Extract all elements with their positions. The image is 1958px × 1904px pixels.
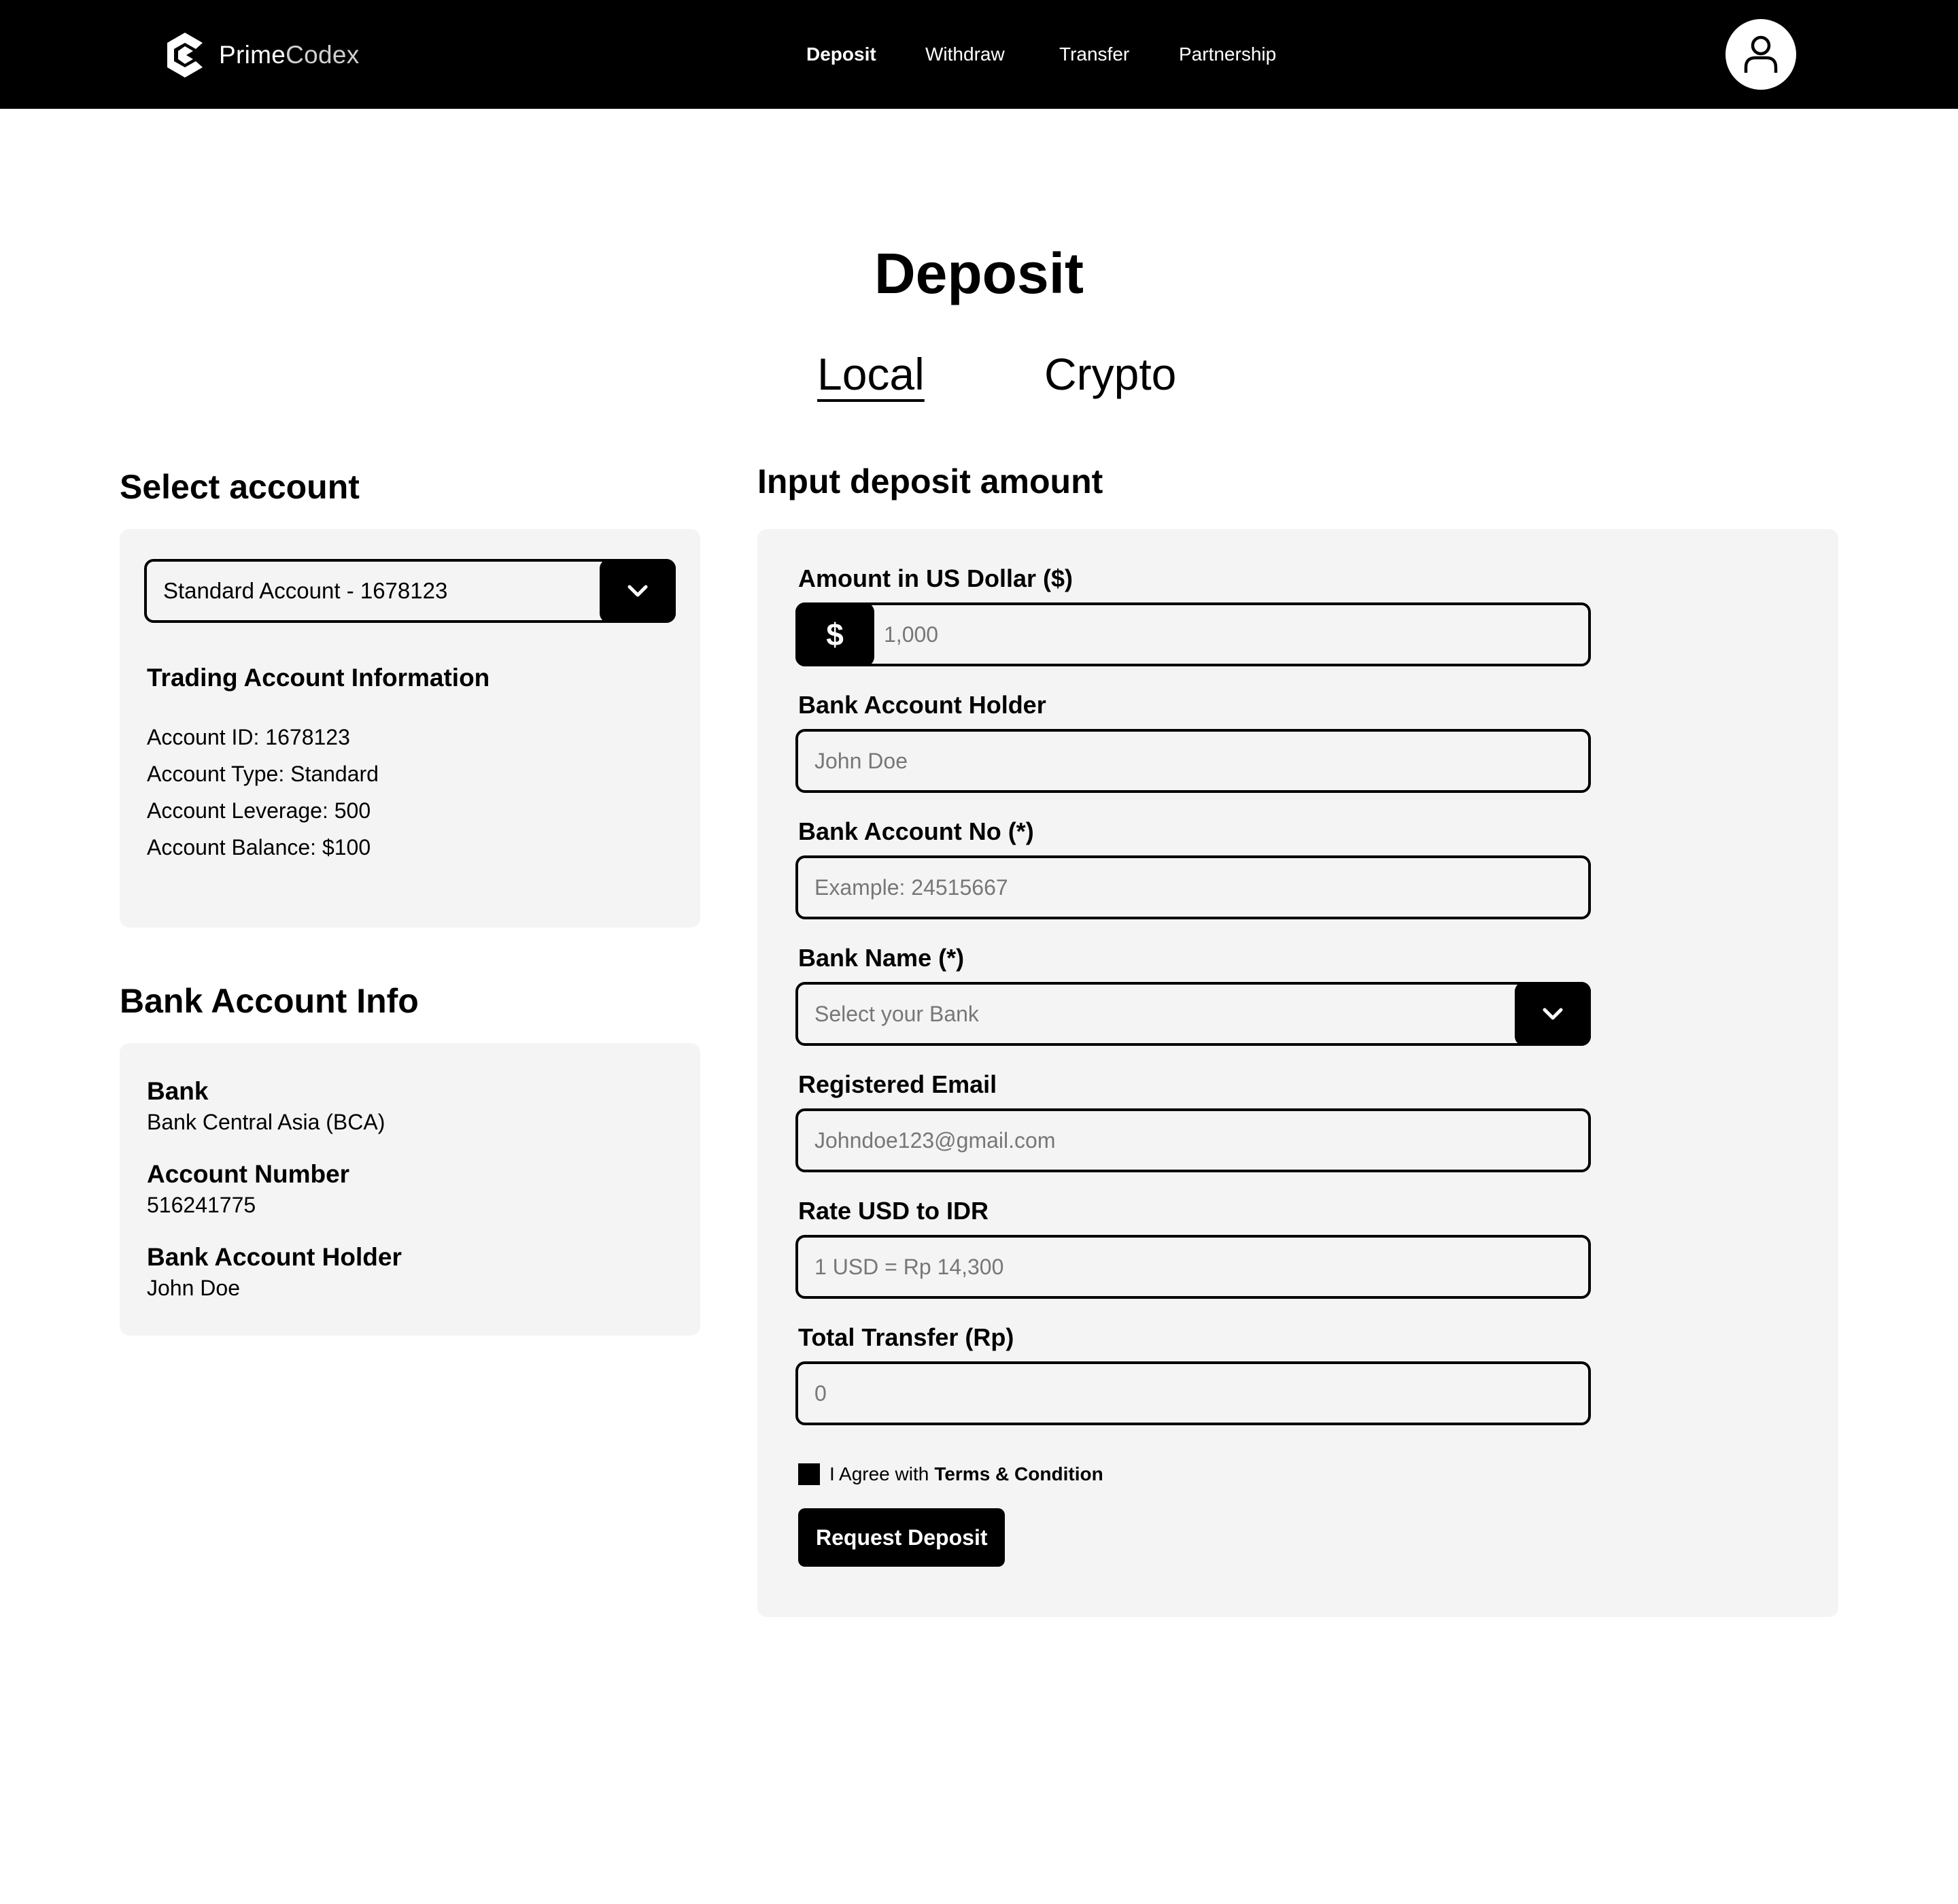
bank-name-input[interactable] xyxy=(814,985,1494,1043)
user-icon xyxy=(1743,35,1779,74)
bank-value: Bank Central Asia (BCA) xyxy=(147,1110,385,1134)
info-account-balance: Account Balance: $100 xyxy=(147,835,371,860)
nav-partnership[interactable]: Partnership xyxy=(1179,44,1277,65)
account-select-toggle[interactable] xyxy=(600,559,676,623)
bank-name-label: Bank Name (*) xyxy=(798,944,965,972)
email-input[interactable] xyxy=(814,1111,1494,1170)
info-account-id: Account ID: 1678123 xyxy=(147,725,350,749)
select-account-panel xyxy=(120,529,700,928)
info-account-leverage: Account Leverage: 500 xyxy=(147,798,371,823)
request-deposit-button[interactable]: Request Deposit xyxy=(798,1508,1005,1567)
trading-info-title: Trading Account Information xyxy=(147,664,490,692)
deposit-form-panel xyxy=(757,529,1838,1617)
bank-info-title: Bank Account Info xyxy=(120,982,419,1020)
account-select[interactable] xyxy=(144,559,676,623)
select-account-title: Select account xyxy=(120,468,360,506)
account-select-value: Standard Account - 1678123 xyxy=(163,578,448,603)
account-number-label: Account Number xyxy=(147,1160,350,1188)
amount-field[interactable] xyxy=(795,602,1591,666)
tab-crypto[interactable]: Crypto xyxy=(1044,349,1177,399)
info-account-type: Account Type: Standard xyxy=(147,762,379,786)
holder-field[interactable] xyxy=(795,729,1591,793)
agree-row xyxy=(798,1463,1103,1485)
total-label: Total Transfer (Rp) xyxy=(798,1323,1014,1351)
holder-input[interactable] xyxy=(814,732,1494,790)
total-field[interactable] xyxy=(795,1361,1591,1425)
dollar-icon: $ xyxy=(795,602,874,666)
user-avatar-button[interactable] xyxy=(1725,19,1796,90)
rate-input[interactable] xyxy=(814,1238,1494,1296)
bank-select-toggle[interactable] xyxy=(1515,982,1591,1046)
bank-name-select[interactable] xyxy=(795,982,1591,1046)
agree-checkbox[interactable] xyxy=(798,1463,820,1485)
holder-label: Bank Account Holder xyxy=(147,1243,402,1271)
terms-link[interactable]: Terms & Condition xyxy=(934,1463,1103,1484)
amount-input[interactable] xyxy=(884,605,1564,664)
bank-info-panel xyxy=(120,1043,700,1336)
agree-text: I Agree with xyxy=(829,1463,929,1484)
nav-deposit[interactable]: Deposit xyxy=(806,44,876,65)
amount-label: Amount in US Dollar ($) xyxy=(798,564,1073,592)
rate-field[interactable] xyxy=(795,1235,1591,1299)
account-number-value: 516241775 xyxy=(147,1193,256,1217)
nav-withdraw[interactable]: Withdraw xyxy=(925,44,1005,65)
chevron-down-icon xyxy=(626,583,649,598)
email-field[interactable] xyxy=(795,1108,1591,1172)
tab-local[interactable]: Local xyxy=(817,349,925,399)
page-title: Deposit xyxy=(874,241,1084,305)
brand-name: PrimeCodex xyxy=(219,41,360,69)
nav-links xyxy=(0,0,1958,109)
nav-transfer[interactable]: Transfer xyxy=(1059,44,1130,65)
deposit-form-title: Input deposit amount xyxy=(757,462,1103,500)
holder-field-label: Bank Account Holder xyxy=(798,691,1046,719)
rate-label: Rate USD to IDR xyxy=(798,1197,989,1225)
total-input[interactable] xyxy=(814,1364,1494,1423)
holder-value: John Doe xyxy=(147,1276,240,1300)
account-no-input[interactable] xyxy=(814,858,1494,917)
bank-label: Bank xyxy=(147,1077,209,1105)
account-no-label: Bank Account No (*) xyxy=(798,817,1034,845)
chevron-down-icon xyxy=(1541,1006,1564,1021)
top-navbar xyxy=(0,0,1958,109)
account-no-field[interactable] xyxy=(795,855,1591,919)
email-label: Registered Email xyxy=(798,1070,997,1098)
